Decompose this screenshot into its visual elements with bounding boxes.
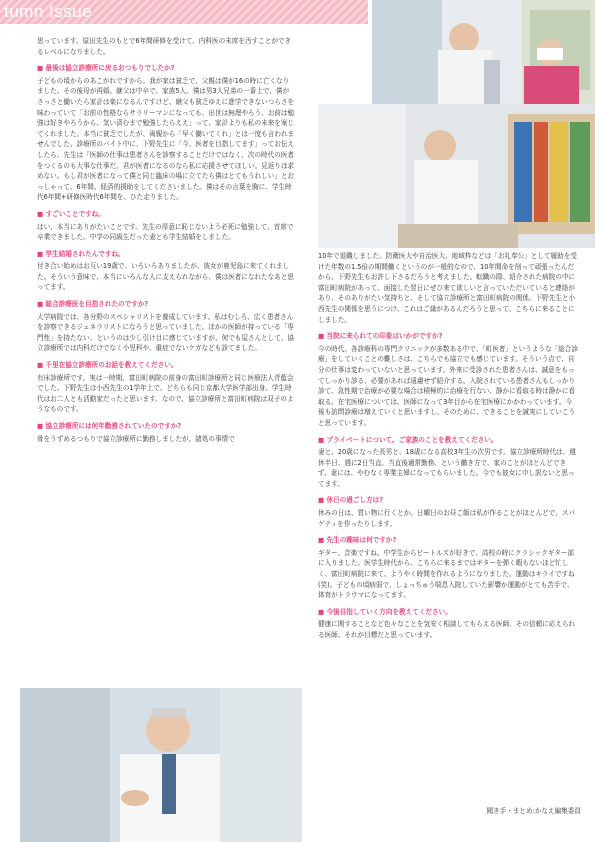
body-paragraph: 有床診療所です。実は一時期、富田町病院の前身の富田町診療所と同じ医療法人青藍会でした。下野先生は小西先生の1学年上で、どちらも同じ京都大学医学部出身。学生時代はお二人とも活動家だったと思います。なので、協立診療所と富田町病院は双子のようなものです。: [37, 373, 294, 414]
body-paragraph: 今の時代、各診療科の専門クリニックが多数ある中で、「町医者」というような「総合診療」をしていくことの難しさは、こちらでも協立でも感じています。そういう点で、自分の仕事は変わっていないと思っています。外来に受診された患者さんは、誠意をもってしっかり診る、必要があれば遠慮せず紹介する。入院されている患者さんもしっかり診て、急性期で治療が必要な場合は積極的に治療を行ない、静かに看取る時は静かに看取る。在宅医療については、医師になって3年目から在宅医療にかかわっています。今後も訪問診療は増えていくと思いますし、そのために、できることを誠実にしていこうと思っています。: [318, 344, 578, 427]
body-paragraph: 休みの日は、買い物に行くとか。日曜日のお昼ご飯は私が作ることがほとんどで、スパゲティを作ったりします。: [318, 509, 576, 528]
interviewer-credit: 聞き手・まとめ:かなえ編集委員: [486, 807, 581, 815]
section-heading: ■ 協立診療所には何年勤務されていたのですか?: [37, 421, 295, 432]
section-heading: ■ 休日の過ごし方は?: [318, 495, 578, 506]
left-text-column: [37, 36, 295, 444]
section-heading: ■ プライベートについて。ご家族のことを教えてください。: [318, 435, 578, 446]
section-heading: ■ 学生結婚されたんですね。: [37, 249, 295, 260]
body-paragraph: 妻と、20歳になった長男と、18歳になる高校3年生の次男です。協立診療所時代は、週休半日、週に2日当直、当直後通常勤務、という働き方で、家のことがほとんどできず、妻には、やむなく専業主婦になってもらいました。今でも彼女に申し訳ないと思ってます。: [318, 448, 576, 488]
body-paragraph: 健康に関することなど色々なことを気安く相談してもらえる医師、その信頼に応えられる医師、それが目標だと思っています。: [318, 620, 576, 639]
photo-doctor-nurse-image: [372, 0, 595, 104]
section-heading: ■ すごいことですね。: [37, 209, 295, 220]
photo-doctor-portrait-image: [20, 688, 302, 842]
section-heading: ■ 当院に来られての印象はいかがですか?: [318, 331, 578, 342]
page-header-title: tumn Issue: [4, 2, 93, 21]
section-heading: ■ 最後は協立診療所に戻るおつもりでしたか?: [37, 63, 295, 74]
body-paragraph: 付き合い始めはお互い19歳で、いろいろありましたが、彼女が鹿児島に来てくれました。そういう意味で、本当にいろんな人に支えられながら、僕は医者になれたなあと思ってます。: [37, 262, 295, 292]
body-paragraph: はい、本当にありがたいことです。先生の厚意に恥じないよう必死に勉強して、首席で卒業できました。中学の同級生だった妻とも学生結婚をしました。: [37, 222, 294, 242]
header-band: [0, 0, 368, 24]
body-paragraph: 思っています。原田先生のもとで6年間研修を受けて、内科医の末席を汚すことができるレベルになりました。: [37, 37, 292, 56]
section-heading: ■ 今後目指していく方向を教えてください。: [318, 607, 578, 618]
body-paragraph: 骨をうずめるつもりで協立診療所に勤務しましたが、諸処の事情で: [37, 434, 235, 443]
section-heading: ■ 総合診療医を目指されたのですか?: [37, 299, 295, 310]
body-paragraph: 大学病院では、各分野のスペシャリストを養成しています。私はむしろ、広く患者さんを診察できるジェネラリストになろうと思っていました。ほかの医師が持っている「専門性」を持たない、というのは少し引け目に感じていますが、何でも屋さんとして、協立診療所では内科だけでなく小児科や、重症でないケガなども診てました。: [37, 312, 295, 353]
photo-doctor-desk-image: [318, 104, 595, 248]
body-paragraph: 子どもの頃からのあこがれですから。我が家は貧乏で、父親は僕が16の時に亡くなりました。その後母が再婚。継父は中卒で、家族5人。僕は男3人兄弟の一番上で、僕がさっさと働いたら家計は楽になるんですけど、継父も貧乏ゆえに進学できないつらさを味わっていて「お前の性格ならサラリーマンになっても、出世は無理やろう。お前は勉強は好きやろうから、気い済むまで勉強したらええ」って、家計よりも私の未来を案じてくれました。本当に貧乏でしたが、両親から「早く働いてくれ」とは一度も言われませんでした。診療所のバイト中に、下野先生に「今、医者を目指してます」ってお伝えしたら、先生は「医師の仕事は患者さんを診察することだけではなく、次の時代の医者をつくるのも大事な仕事だ。君が医者になるのなら私に応援させてほしい。見返りは求めない。もし君が医者になって僕と同じ臨床の場に立てたら僕はとてもうれしい」とおっしゃって、6年間、経済的援助をしてくださいました。僕はその言葉を胸に、学生時代6年間+研修医時代6年間を、ひた走りました。: [37, 76, 295, 202]
photo-doctor-desk: [318, 104, 595, 248]
photo-doctor-nurse: [372, 0, 595, 104]
section-heading: ■ 千里在協立診療所のお話を教えてください。: [37, 360, 295, 371]
body-paragraph: 10年で退職しました。防衛医大や自治医大、地域枠などは「お礼奉公」として履助を受けた年数の1.5倍の期間働くというのが一般的なので、10年間命を削って頑張ったんだから、下野先生もお許し下さるだろうと考えました。転職の際、紹介された病院の中に富田町病院があって、面接した翌日にぜひ来て欲しいと言っていただいていると連絡があり、そのありがたい気持ちと、そして協立診療所と富田町病院の関係、下野先生と小西先生の関係を思うにつけ、これはご縁があるんだろうと思って、こちらに来ることにしました。: [318, 252, 577, 324]
right-text-column: [318, 251, 578, 641]
body-paragraph: ギター、音楽ですね。中学生からビートルズが好きで、高校の時にクラシックギター部に入りました。医学生時代から、こちらに来るまではギターを弾く暇もないほど忙しく、富田町病院に来て、ようやく時間を作れるようになりました。運動はキライですね(笑)。子どもの頃病弱で、しょっちゅう喘息入院していた影響か運動がとても苦手で、体育がトラウマになってます。: [318, 548, 575, 600]
photo-doctor-portrait: [20, 688, 302, 842]
section-heading: ■ 先生の趣味は何ですか?: [318, 535, 578, 546]
